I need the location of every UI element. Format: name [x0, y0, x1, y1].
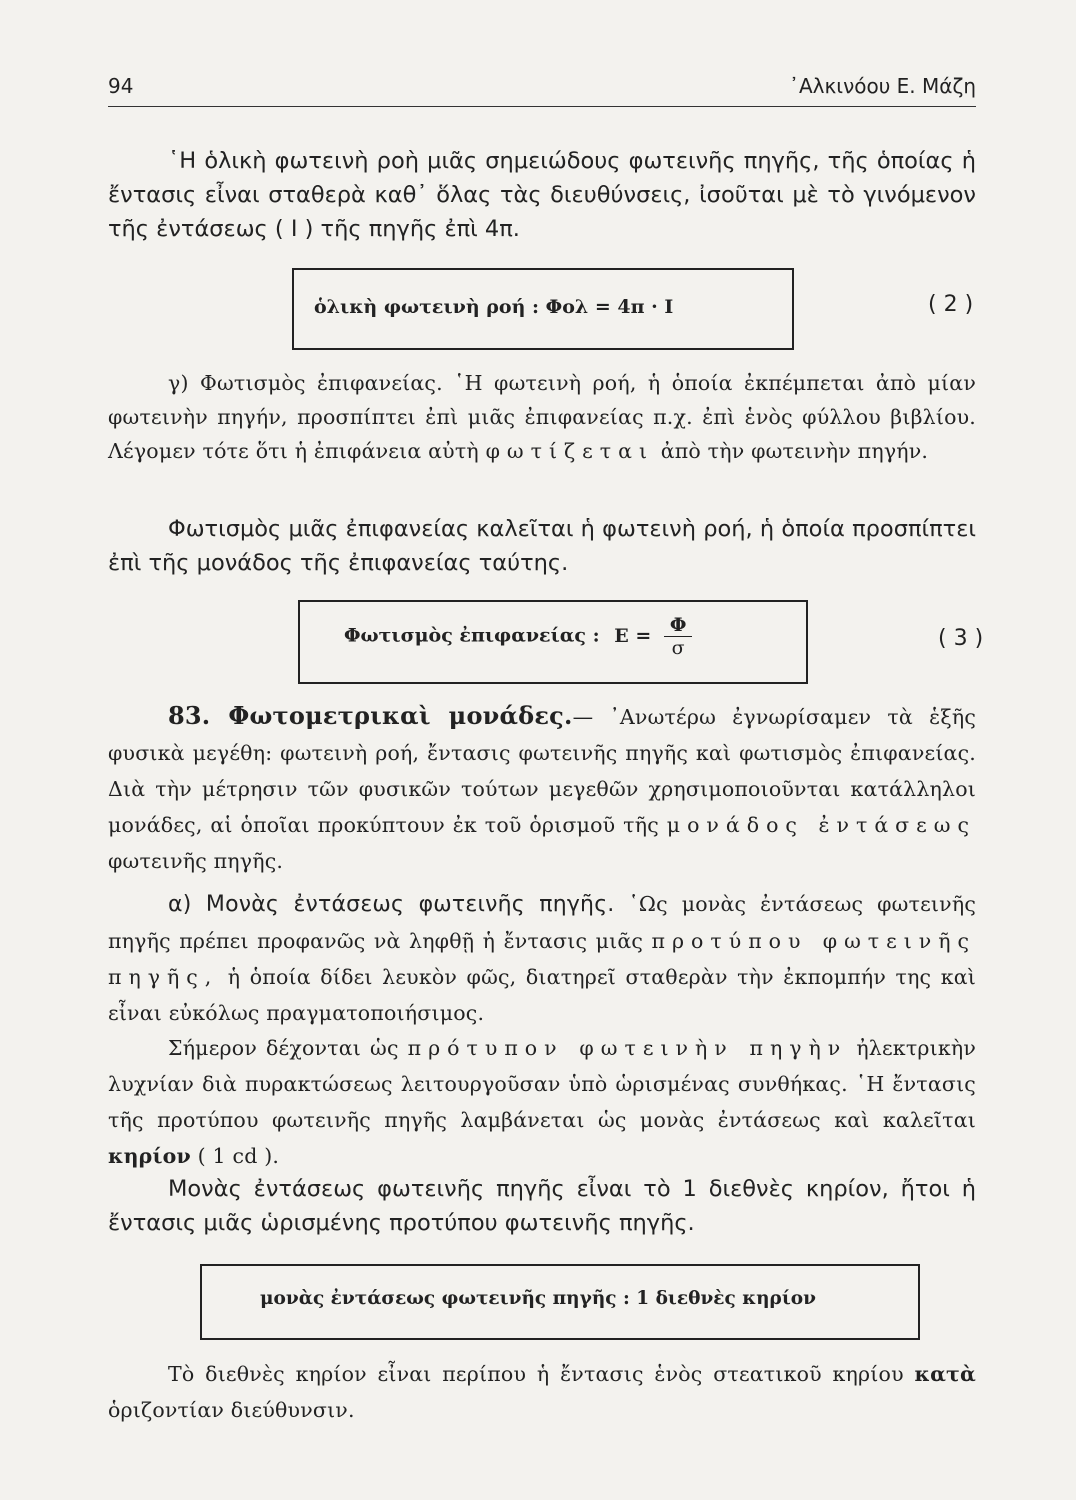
formula-box-illuminance: [298, 600, 808, 684]
paragraph-total-flux: ῾Η ὁλικὴ φωτεινὴ ροὴ μιᾶς σημειώδους φωτεινῆς πηγῆς, τῆς ὁποίας ἡ ἔντασις εἶναι σταθερὰ καθ᾿ ὅλας τὰς διευθύνσεις, ἰσοῦται μὲ τὸ γινόμενον τῆς ἐντάσεως ( I ) τῆς πηγῆς ἐπὶ 4π.: [108, 148, 976, 242]
paragraph-candle: [108, 1356, 976, 1428]
paragraph-text: Τὸ διεθνὲς κηρίον εἶναι περίπου ἡ ἔντασις ἑνὸς στεατικοῦ κηρίου: [168, 1362, 904, 1386]
paragraph-text-end: ἀπὸ τὴν φωτεινὴν πηγήν.: [660, 439, 929, 463]
paragraph-illuminance-intro: [108, 366, 976, 468]
fraction: [664, 614, 693, 659]
equation-number: ( 3 ): [938, 626, 984, 651]
spaced-emphasis: φωτίζεται: [485, 439, 654, 463]
paragraph-unit-definition: Μονὰς ἐντάσεως φωτεινῆς πηγῆς εἶναι τὸ 1 διεθνὲς κηρίον, ἤτοι ἡ ἔντασις μιᾶς ὡρισμένης προτύπου φωτεινῆς πηγῆς.: [108, 1176, 976, 1236]
paragraph-section-83: [108, 698, 976, 879]
formula-lhs: E =: [614, 624, 652, 647]
spaced-emphasis: πρότυπον φωτεινὴν πηγὴν: [407, 1036, 848, 1060]
formula-box-candela: [200, 1264, 920, 1340]
formula-box-total-flux: [292, 268, 794, 350]
paragraph-text-end: ἡ ὁποία δίδει λευκὸν φῶς, διατηρεῖ σταθερὰν τὴν ἐκπομπήν της καὶ εἶναι εὐκόλως πραγματοποιήσιμος.: [108, 965, 977, 1025]
formula-text: μονὰς ἐντάσεως φωτεινῆς πηγῆς : 1 διεθνὲς κηρίον: [260, 1288, 816, 1309]
fraction-denominator: σ: [671, 637, 685, 659]
paragraph-standard-source: [108, 1030, 976, 1174]
paragraph-text-end: ὁριζοντίαν διεύθυνσιν.: [108, 1398, 355, 1422]
section-text: — ᾿Ανωτέρω ἐγνωρίσαμεν τὰ ἑξῆς φυσικὰ μεγέθη: φωτεινὴ ροή, ἔντασις φωτεινῆς πηγῆς καὶ φωτισμὸς ἐπιφανείας. Διὰ τὴν μέτρησιν τῶν φυσικῶν τούτων μεγεθῶν χρησιμοποιοῦνται κατάλληλοι μονάδες, αἱ ὁποῖαι προκύπτουν ἐκ τοῦ ὁρισμοῦ τῆς: [108, 705, 977, 837]
fraction-numerator: Φ: [664, 614, 693, 637]
bold-term: κηρίον: [108, 1144, 191, 1168]
formula-label: ὁλικὴ φωτεινὴ ροή :: [314, 296, 540, 318]
paragraph-text: Σήμερον δέχονται ὡς: [168, 1036, 399, 1060]
paragraph-text-end: ( 1 cd ).: [197, 1144, 280, 1168]
page-header: [108, 70, 976, 106]
equation-number: ( 2 ): [928, 292, 974, 317]
paragraph-text-mid: ἠλεκτρικὴν λυχνίαν διὰ πυρακτώσεως λειτουργοῦσαν ὑπὸ ὡρισμένας συνθήκας. ῾Η ἔντασις τῆς προτύπου φωτεινῆς πηγῆς λαμβάνεται ὡς μονὰς ἐντάσεως καὶ καλεῖται: [108, 1036, 977, 1132]
running-head-author: ᾿Αλκινόου Ε. Μάζη: [789, 74, 976, 98]
section-text-end: φωτεινῆς πηγῆς.: [108, 849, 284, 873]
paragraph-illuminance-definition: Φωτισμὸς μιᾶς ἐπιφανείας καλεῖται ἡ φωτεινὴ ροή, ἡ ὁποία προσπίπτει ἐπὶ τῆς μονάδος τῆς ἐπιφανείας ταύτης.: [108, 516, 976, 576]
paragraph-intensity-unit: [108, 886, 976, 1031]
bold-term: κατὰ: [914, 1362, 977, 1386]
header-rule: [108, 106, 976, 107]
section-title: 83. Φωτομετρικαὶ μονάδες.: [168, 701, 573, 730]
spaced-emphasis: προτύπου φωτεινῆς πηγῆς,: [108, 929, 977, 989]
formula-expression: Φολ = 4π · I: [545, 296, 674, 318]
page-number: 94: [108, 74, 134, 98]
spaced-emphasis: μονάδος ἐντάσεως: [666, 813, 976, 837]
paragraph-text: γ) Φωτισμὸς ἐπιφανείας. ῾Η φωτεινὴ ροή, ἡ ὁποία ἐκπέμπεται ἀπὸ μίαν φωτεινὴν πηγήν, προσπίπτει ἐπὶ μιᾶς ἐπιφανείας π.χ. ἐπὶ ἑνὸς φύλλου βιβλίου. Λέγομεν τότε ὅτι ἡ ἐπιφάνεια αὐτὴ: [108, 371, 976, 463]
formula-label: Φωτισμὸς ἐπιφανείας :: [344, 624, 600, 647]
subsection-title: α) Μονὰς ἐντάσεως φωτεινῆς πηγῆς.: [168, 892, 615, 917]
paragraph-text: ῾Ως μονὰς ἐντάσεως φωτεινῆς πηγῆς πρέπει προφανῶς νὰ ληφθῇ ἡ ἔντασις μιᾶς: [108, 892, 976, 953]
